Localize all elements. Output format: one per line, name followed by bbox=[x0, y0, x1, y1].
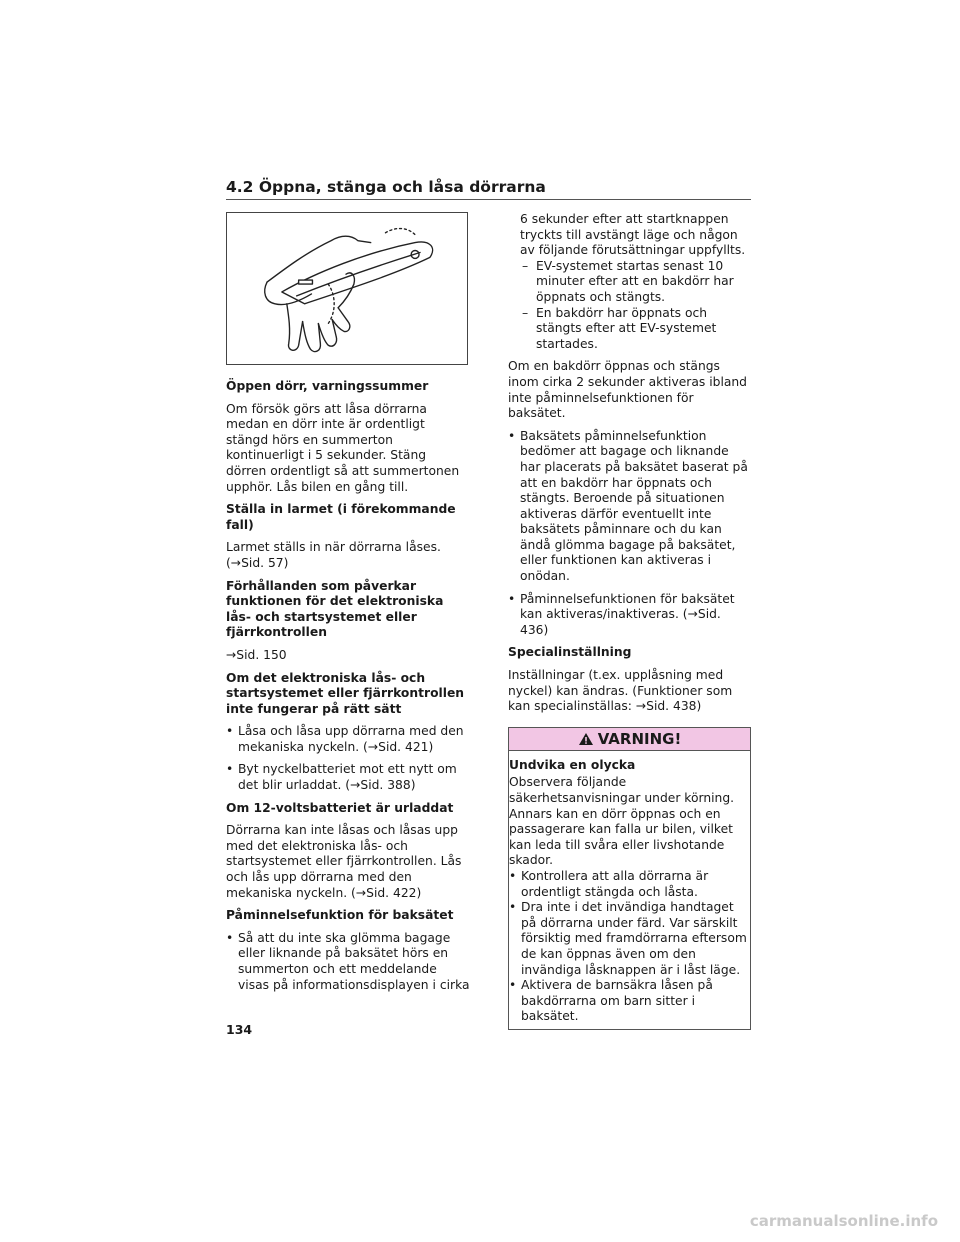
rear-seat-reminder-title: Påminnelsefunktion för baksätet bbox=[226, 908, 454, 923]
list-item: • Så att du inte ska glömma bagage eller liknande på baksätet hörs en summerton och ett meddelande visas på informationsdisplayen i cirka bbox=[226, 930, 470, 992]
list-item: • Aktivera de barnsäkra låsen på bakdörrarna om barn sitter i baksätet. bbox=[509, 978, 713, 1024]
list-item: • Kontrollera att alla dörrarna är ordentligt stängda och låsta. bbox=[509, 868, 709, 899]
conditions-text: →Sid. 150 bbox=[226, 647, 287, 662]
reminder-note: Om en bakdörr öppnas och stängs inom cirka 2 sekunder aktiveras ibland inte påminnelsefunktionen för baksätet. bbox=[508, 359, 747, 421]
list-item: • Baksätets påminnelsefunktion bedömer att bagage och liknande har placerats på baksätet baserat på att en bakdörr har öppnats och stängts. Beroende på situationen aktiveras därför eventuellt inte baksätets påminnare och du kan ändå glömma bagage på baksätet, eller funktionen kan aktiveras i onödan. bbox=[508, 428, 748, 584]
warning-box bbox=[508, 727, 751, 1030]
watermark: carmanualsonline.info bbox=[749, 1212, 938, 1230]
list-item: • Byt nyckelbatteriet mot ett nytt om det blir urladdat. (→Sid. 388) bbox=[226, 762, 457, 793]
warning-intro: Observera följande säkerhetsanvisningar under körning. Annars kan en dörr öppnas och en passagerare kan falla ur bilen, vilket kan leda till svåra eller livshotande skador. bbox=[509, 775, 735, 868]
list-item: – EV-systemet startas senast 10 minuter efter att en bakdörr har öppnats och stängts. bbox=[522, 258, 734, 304]
list-item: • Dra inte i det invändiga handtaget på dörrarna under färd. Var särskilt försiktig med framdörrarna eftersom de kan öppnas även om den invändiga låsknappen är i låst läge. bbox=[509, 900, 747, 977]
header-rule bbox=[226, 199, 751, 200]
open-door-buzzer-text: Om försök görs att låsa dörrarna medan en dörr inte är ordentligt stängd hörs en summerton kontinuerligt i 5 sekunder. Stäng dörren ordentligt så att summertonen upphör. Lås bilen en gång till. bbox=[226, 401, 460, 494]
warning-body bbox=[509, 751, 750, 1029]
right-column bbox=[508, 212, 751, 1030]
warning-header bbox=[509, 728, 750, 751]
warning-label: VARNING! bbox=[597, 729, 682, 748]
hand-on-door-handle-icon bbox=[227, 213, 467, 364]
page-number: 134 bbox=[226, 1022, 253, 1037]
alarm-text: Larmet ställs in när dörrarna låses. (→Sid. 57) bbox=[226, 540, 441, 570]
warning-title: Undvika en olycka bbox=[509, 757, 636, 772]
battery-title: Om 12-voltsbatteriet är urladdat bbox=[226, 800, 454, 815]
alarm-title: Ställa in larmet (i förekommande fall) bbox=[226, 502, 456, 532]
list-item: – En bakdörr har öppnats och stängts efter att EV-systemet startades. bbox=[522, 305, 717, 351]
list-item: • Påminnelsefunktionen för baksätet kan aktiveras/inaktiveras. (→Sid. 436) bbox=[508, 591, 735, 637]
customization-text: Inställningar (t.ex. upplåsning med nyckel) kan ändras. (Funktioner som kan specialinställas: →Sid. 438) bbox=[508, 668, 733, 714]
conditions-title: Förhållanden som påverkar funktionen för det elektroniska lås- och startsystemet eller fjärrkontrollen bbox=[226, 578, 444, 640]
door-handle-illustration bbox=[226, 212, 468, 365]
warning-triangle-icon bbox=[578, 732, 594, 746]
open-door-buzzer-title: Öppen dörr, varningssummer bbox=[226, 379, 429, 393]
customization-title: Specialinställning bbox=[508, 645, 632, 660]
left-column bbox=[226, 212, 470, 1000]
section-header: 4.2 Öppna, stänga och låsa dörrarna bbox=[226, 178, 546, 196]
list-item: • Låsa och låsa upp dörrarna med den mekaniska nyckeln. (→Sid. 421) bbox=[226, 724, 464, 754]
battery-text: Dörrarna kan inte låsas och låsas upp med det elektroniska lås- och startsystemet eller fjärrkontrollen. Lås och lås upp dörrarna med den mekaniska nyckeln. (→Sid. 422) bbox=[226, 823, 462, 900]
continued-text: 6 sekunder efter att startknappen tryckts till avstängt läge och någon av följande förutsättningar uppfyllts. bbox=[520, 212, 746, 258]
malfunction-title: Om det elektroniska lås- och startsystemet eller fjärrkontrollen inte fungerar på rätt sätt bbox=[226, 670, 465, 716]
